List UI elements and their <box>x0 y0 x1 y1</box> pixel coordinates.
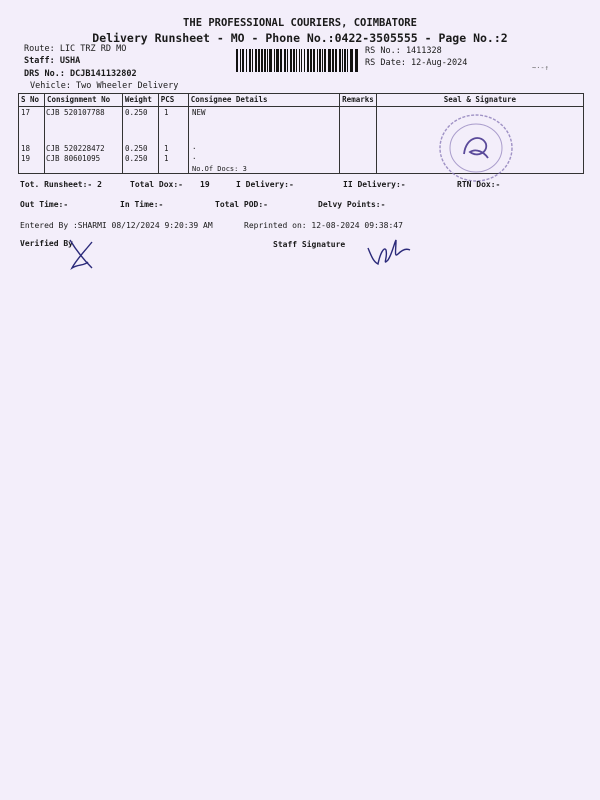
row-17-weight: 0.250 <box>125 108 148 117</box>
route-label: Route: LIC TRZ RD MO <box>24 44 127 54</box>
drs-number: DRS No.: DCJB141132802 <box>24 69 137 79</box>
col-seal: Seal & Signature <box>376 94 583 107</box>
docs-count: No.Of Docs: 3 <box>192 165 247 173</box>
total-dox-value: 19 <box>200 180 210 189</box>
row-17-consignee: NEW <box>192 108 206 117</box>
ii-delivery: II Delivery:- <box>343 180 406 189</box>
row-18-pcs: 1 <box>164 144 169 153</box>
staff-signature <box>364 236 414 270</box>
entered-by: Entered By :SHARMI 08/12/2024 9:20:39 AM <box>20 221 213 230</box>
total-pod: Total POD:- <box>215 200 268 209</box>
rs-number: RS No.: 1411328 <box>365 46 442 56</box>
company-title: THE PROFESSIONAL COURIERS, COIMBATORE <box>183 17 417 29</box>
runsheet-subtitle: Delivery Runsheet - MO - Phone No.:0422-3505555 - Page No.:2 <box>92 31 508 45</box>
verifier-signature <box>62 236 102 272</box>
row-19-pcs: 1 <box>164 154 169 163</box>
row-18-sno: 18 <box>21 144 31 153</box>
tot-runsheet: Tot. Runsheet:- 2 <box>20 180 102 189</box>
row-17-sno: 17 <box>21 108 31 117</box>
barcode <box>236 49 358 72</box>
total-dox-label: Total Dox:- <box>130 180 183 189</box>
staff-label: Staff: USHA <box>24 56 81 66</box>
verified-by-label: Verified By <box>20 239 73 248</box>
col-weight: Weight <box>122 94 158 107</box>
col-sno: S No <box>19 94 45 107</box>
vehicle-label: Vehicle: Two Wheeler Delivery <box>30 81 179 91</box>
seal-stamp <box>430 108 522 188</box>
in-time: In Time:- <box>120 200 164 209</box>
delvy-points: Delvy Points:- <box>318 200 386 209</box>
table-header-row <box>19 94 584 107</box>
col-remarks: Remarks <box>340 94 377 107</box>
row-17-consignment: CJB 520107788 <box>46 108 105 117</box>
i-delivery: I Delivery:- <box>236 180 294 189</box>
out-time: Out Time:- <box>20 200 69 209</box>
row-19-consignment: CJB 80601095 <box>46 154 101 163</box>
col-consignment: Consignment No <box>44 94 122 107</box>
rs-date: RS Date: 12-Aug-2024 <box>365 58 468 68</box>
row-17-pcs: 1 <box>164 108 169 117</box>
margin-mark: ~·-↑ <box>532 64 549 72</box>
rtn-dox: RTN Dox:- <box>457 180 501 189</box>
row-18-consignee: . <box>192 142 197 151</box>
row-18-weight: 0.250 <box>125 144 148 153</box>
row-19-sno: 19 <box>21 154 31 163</box>
row-19-consignee: . <box>192 152 197 161</box>
reprinted-on: Reprinted on: 12-08-2024 09:38:47 <box>244 221 403 230</box>
staff-signature-label: Staff Signature <box>273 240 346 249</box>
row-19-weight: 0.250 <box>125 154 148 163</box>
col-consignee: Consignee Details <box>188 94 339 107</box>
row-18-consignment: CJB 520228472 <box>46 144 105 153</box>
col-pcs: PCS <box>158 94 188 107</box>
